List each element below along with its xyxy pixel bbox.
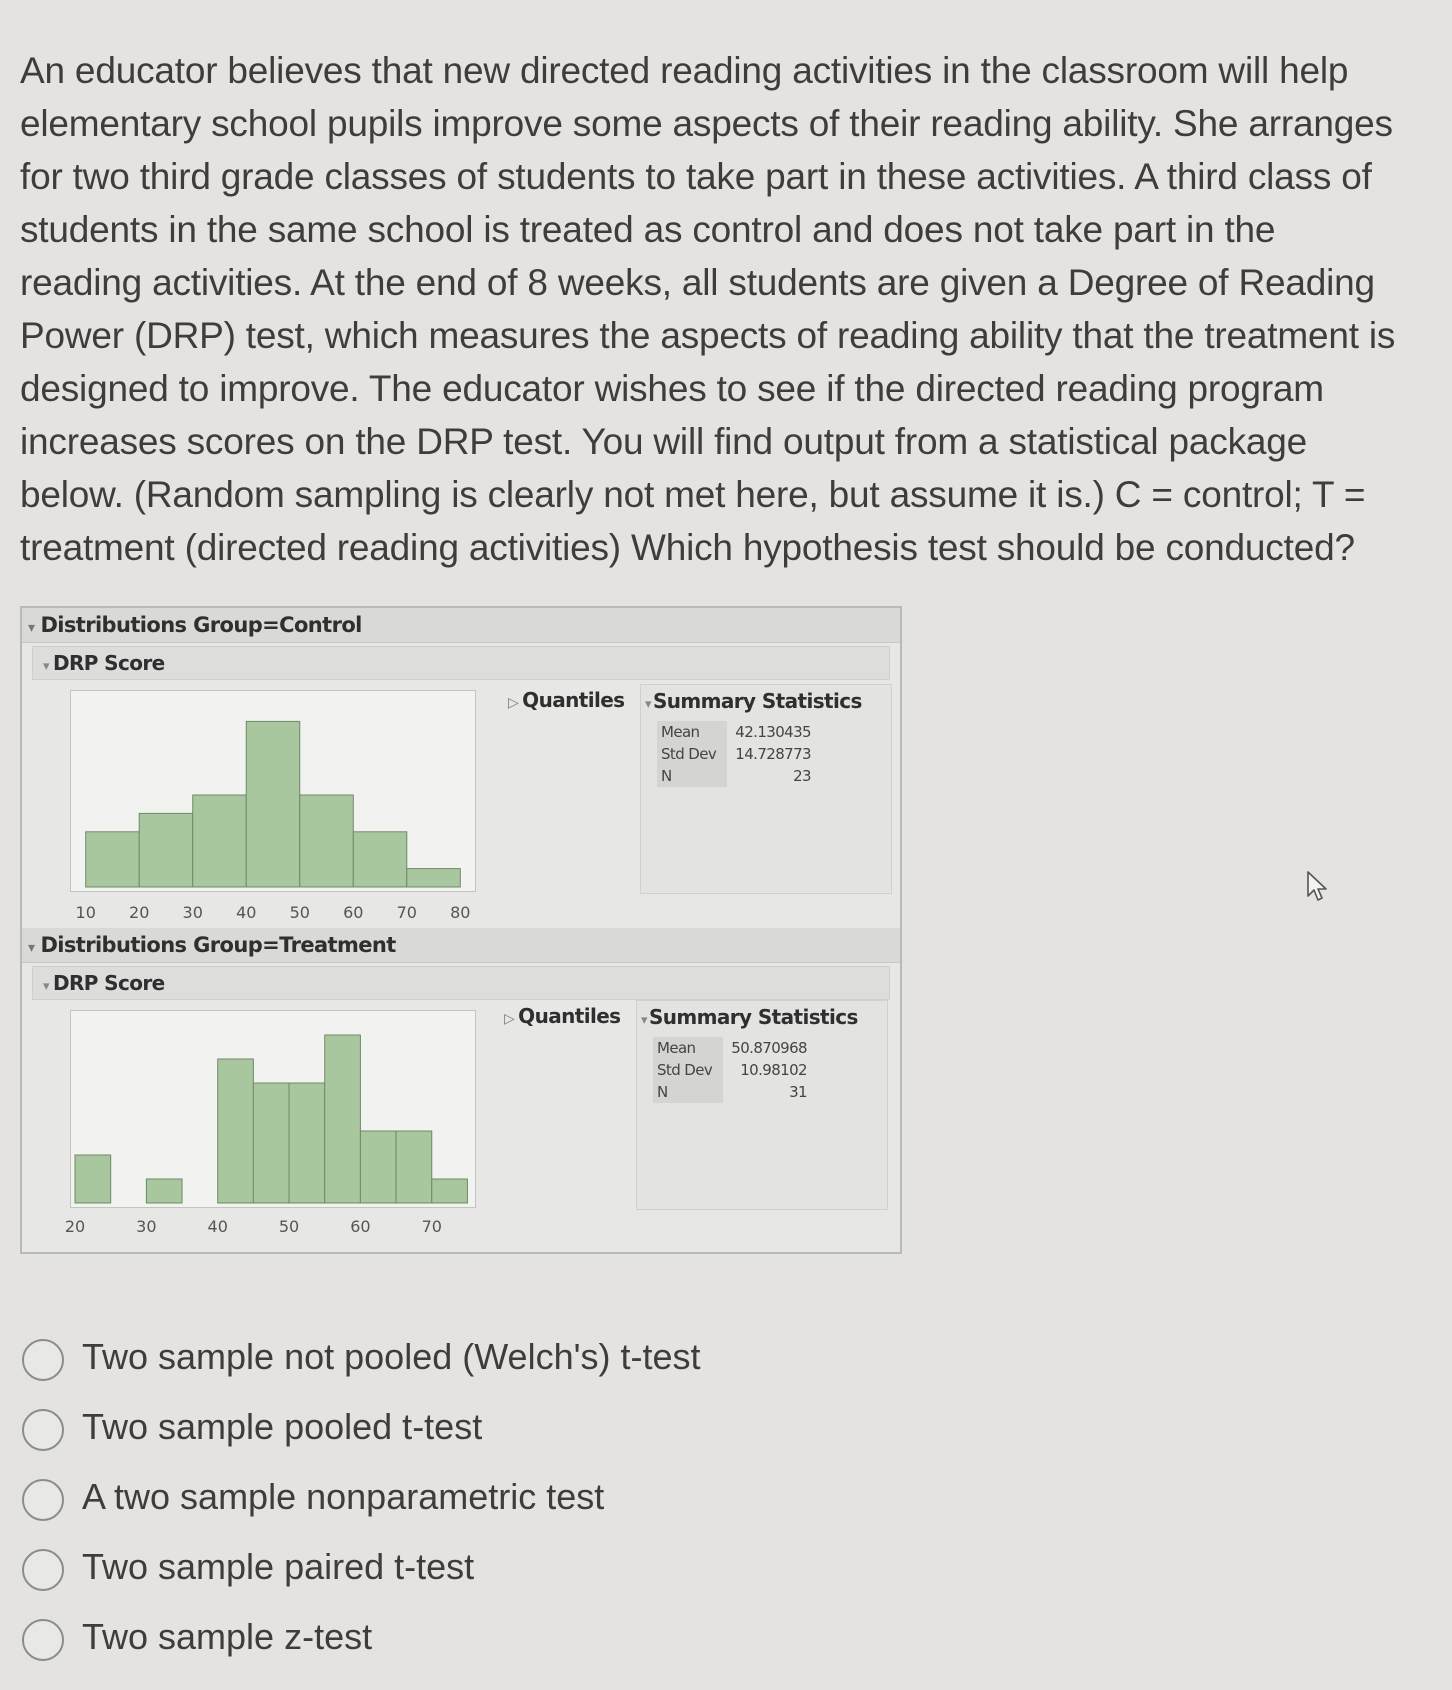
collapse-triangle-icon[interactable]: ▾: [28, 620, 35, 636]
x-tick-label: 50: [278, 1217, 300, 1236]
stat-value: 14.728773: [735, 745, 811, 763]
stat-key: N: [653, 1081, 723, 1103]
stat-output-panel: [20, 606, 902, 1254]
histogram-bar: [146, 1179, 182, 1203]
treatment-x-axis: [64, 1208, 490, 1248]
histogram-bar: [86, 832, 140, 887]
control-quantiles-label: Quantiles: [522, 688, 625, 712]
x-tick-label: 50: [289, 903, 310, 922]
stat-value: 10.98102: [740, 1061, 807, 1079]
histogram-bar: [396, 1131, 432, 1203]
treatment-histogram: [71, 1011, 475, 1207]
option-label[interactable]: Two sample paired t-test: [82, 1546, 475, 1587]
expand-triangle-icon[interactable]: ▷: [504, 1011, 515, 1027]
collapse-triangle-icon[interactable]: ▾: [43, 659, 49, 674]
x-tick-label: 60: [350, 1217, 371, 1236]
radio-button[interactable]: [22, 1479, 64, 1521]
treatment-drp-subheader[interactable]: [32, 966, 890, 1000]
x-tick-label: 70: [396, 903, 417, 922]
x-tick-label: 40: [207, 1217, 228, 1236]
control-summary-title: Summary Statistics: [652, 689, 862, 713]
stat-row: [657, 765, 815, 787]
stat-key: N: [657, 765, 727, 787]
collapse-triangle-icon[interactable]: ▾: [43, 979, 49, 994]
stat-row: [657, 721, 815, 743]
histogram-bar: [218, 1059, 254, 1203]
histogram-bar: [325, 1035, 361, 1203]
control-drp-title: DRP Score: [52, 651, 165, 675]
histogram-bar: [193, 795, 247, 887]
treatment-stats-table: [653, 1037, 811, 1103]
treatment-histogram-frame: [70, 1010, 476, 1208]
expand-triangle-icon[interactable]: ▷: [508, 695, 519, 711]
option-label[interactable]: Two sample not pooled (Welch's) t-test: [82, 1336, 701, 1377]
histogram-bar: [246, 721, 300, 887]
histogram-bar: [300, 795, 354, 887]
stat-value: 31: [789, 1083, 807, 1101]
control-histogram-frame: [70, 690, 476, 892]
question-line: for two third grade classes of students to take part in these activities. A third class of: [20, 156, 1372, 197]
stat-key: Std Dev: [657, 743, 727, 765]
collapse-triangle-icon[interactable]: ▾: [645, 697, 651, 712]
stat-key: Mean: [653, 1037, 723, 1059]
question-line: elementary school pupils improve some aspects of their reading ability. She arranges: [20, 103, 1393, 144]
treatment-outline-title: Distributions Group=Treatment: [40, 933, 396, 957]
collapse-triangle-icon[interactable]: ▾: [641, 1013, 647, 1028]
treatment-quantiles-toggle[interactable]: [504, 1004, 621, 1028]
stat-row: [653, 1059, 811, 1081]
control-outline-title: Distributions Group=Control: [40, 613, 362, 637]
x-tick-label: 20: [64, 1217, 86, 1236]
stat-value: 42.130435: [735, 723, 811, 741]
mouse-cursor-icon: [1305, 870, 1335, 906]
histogram-bar: [289, 1083, 325, 1203]
x-tick-label: 60: [343, 903, 364, 922]
histogram-bar: [253, 1083, 289, 1203]
x-tick-label: 70: [421, 1217, 442, 1236]
histogram-bar: [360, 1131, 396, 1203]
histogram-bar: [407, 869, 461, 887]
control-outline-header[interactable]: [22, 608, 900, 643]
x-tick-label: 20: [129, 903, 150, 922]
question-line: below. (Random sampling is clearly not met here, but assume it is.) C = control; T =: [20, 474, 1366, 515]
histogram-bar: [75, 1155, 111, 1203]
option-label[interactable]: Two sample pooled t-test: [82, 1406, 483, 1447]
treatment-quantiles-label: Quantiles: [518, 1004, 621, 1028]
radio-button[interactable]: [22, 1339, 64, 1381]
question-text: [20, 44, 1420, 574]
option-label[interactable]: A two sample nonparametric test: [82, 1476, 605, 1517]
stat-row: [653, 1037, 811, 1059]
control-summary-statistics: [640, 684, 892, 894]
question-line: Power (DRP) test, which measures the aspects of reading ability that the treatment is: [20, 315, 1396, 356]
option-label[interactable]: Two sample z-test: [82, 1616, 373, 1657]
histogram-bar: [353, 832, 407, 887]
question-line: increases scores on the DRP test. You will find output from a statistical package: [20, 421, 1308, 462]
control-stats-table: [657, 721, 815, 787]
x-tick-label: 40: [236, 903, 257, 922]
x-tick-label: 80: [450, 903, 471, 922]
control-quantiles-toggle[interactable]: [508, 688, 625, 712]
question-line: reading activities. At the end of 8 weeks, all students are given a Degree of Reading: [20, 262, 1375, 303]
x-tick-label: 30: [136, 1217, 157, 1236]
question-line: designed to improve. The educator wishes to see if the directed reading program: [20, 368, 1324, 409]
question-line: students in the same school is treated as control and does not take part in the: [20, 209, 1276, 250]
control-drp-subheader[interactable]: [32, 646, 890, 680]
histogram-bar: [139, 813, 193, 887]
question-line: treatment (directed reading activities) Which hypothesis test should be conducted?: [20, 527, 1355, 568]
histogram-bar: [432, 1179, 468, 1203]
stat-value: 23: [793, 767, 811, 785]
radio-button[interactable]: [22, 1549, 64, 1591]
stat-row: [657, 743, 815, 765]
treatment-outline-header[interactable]: [22, 928, 900, 963]
radio-button[interactable]: [22, 1409, 64, 1451]
stat-value: 50.870968: [731, 1039, 807, 1057]
treatment-summary-statistics: [636, 1000, 888, 1210]
stat-key: Mean: [657, 721, 727, 743]
radio-button[interactable]: [22, 1619, 64, 1661]
treatment-summary-title: Summary Statistics: [648, 1005, 858, 1029]
question-line: An educator believes that new directed reading activities in the classroom will help: [20, 50, 1349, 91]
stat-key: Std Dev: [653, 1059, 723, 1081]
control-histogram: [71, 691, 475, 891]
x-tick-label: 10: [75, 903, 96, 922]
stat-row: [653, 1081, 811, 1103]
collapse-triangle-icon[interactable]: ▾: [28, 940, 35, 956]
treatment-drp-title: DRP Score: [52, 971, 165, 995]
x-tick-label: 30: [182, 903, 203, 922]
